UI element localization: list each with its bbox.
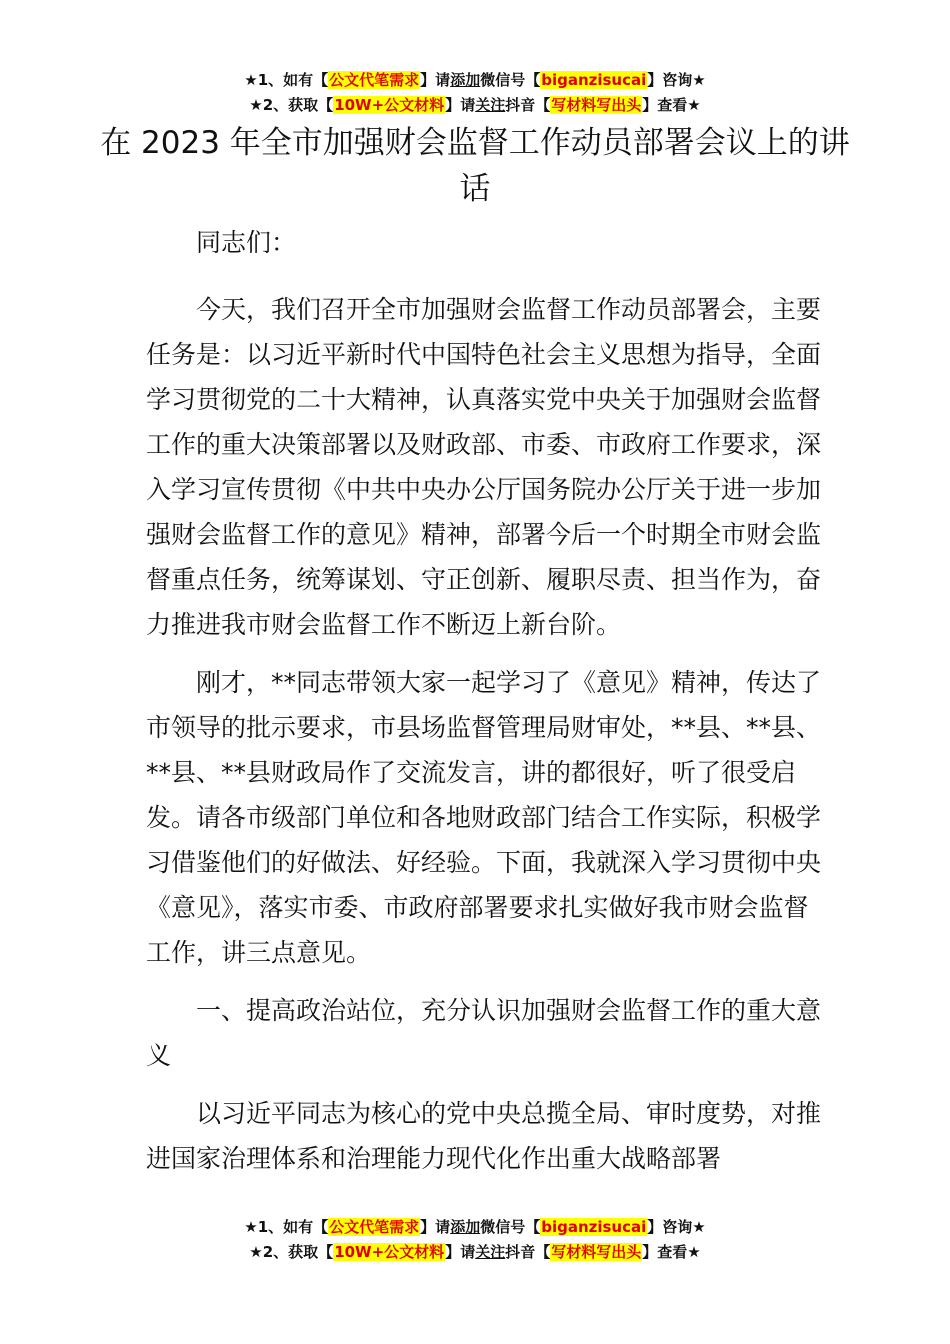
banner-underline: 添加: [450, 71, 481, 89]
banner-text: 】查看★: [642, 1243, 701, 1261]
banner-text: 】咨询★: [647, 71, 706, 89]
banner-text: 】请: [420, 71, 451, 89]
banner-text: 微信号【: [480, 71, 541, 89]
banner-underline: 关注: [475, 96, 506, 114]
banner-highlight: 写材料写出头: [551, 96, 642, 114]
banner-text: ★2、获取【: [249, 1243, 334, 1261]
bottom-banner: [0, 1215, 950, 1265]
banner-text: 】查看★: [642, 96, 701, 114]
top-banner: [0, 68, 950, 118]
banner-highlight: biganzisucai: [541, 1218, 647, 1236]
banner-line-2: [0, 1240, 950, 1265]
paragraph: 刚才，**同志带领大家一起学习了《意见》精神，传达了市领导的批示要求，市县场监督管理局财审处，**县、**县、**县、**县财政局作了交流发言，讲的都很好，听了很受启发。请各市级部门单位和各地财政部门结合工作实际，积极学习借鉴他们的好做法、好经验。下面，我就深入学习贯彻中央《意见》，落实市委、市政府部署要求扎实做好我市财会监督工作，讲三点意见。: [146, 668, 822, 967]
banner-text: 】咨询★: [647, 1218, 706, 1236]
banner-underline: 关注: [475, 1243, 506, 1261]
banner-text: 】请: [445, 1243, 476, 1261]
paragraph: 今天，我们召开全市加强财会监督工作动员部署会，主要任务是：以习近平新时代中国特色社会主义思想为指导，全面学习贯彻党的二十大精神，认真落实党中央关于加强财会监督工作的重大决策部署以及财政部、市委、市政府工作要求，深入学习宣传贯彻《中共中央办公厅国务院办公厅关于进一步加强财会监督工作的意见》精神，部署今后一个时期全市财会监督重点任务，统筹谋划、守正创新、履职尽责、担当作为，奋力推进我市财会监督工作不断迈上新台阶。: [146, 295, 822, 639]
banner-highlight: 10W+公文材料: [334, 96, 445, 114]
banner-text: 抖音【: [505, 1243, 551, 1261]
banner-text: 微信号【: [480, 1218, 541, 1236]
banner-highlight: 公文代笔需求: [329, 71, 420, 89]
banner-text: ★2、获取【: [249, 96, 334, 114]
banner-highlight: 公文代笔需求: [329, 1218, 420, 1236]
banner-text: ★1、如有【: [244, 1218, 329, 1236]
banner-line-1: [0, 1215, 950, 1240]
document-body: [146, 220, 822, 1194]
section-heading: 一、提高政治站位，充分认识加强财会监督工作的重大意义: [146, 996, 822, 1070]
banner-text: ★1、如有【: [244, 71, 329, 89]
banner-highlight: 写材料写出头: [551, 1243, 642, 1261]
banner-underline: 添加: [450, 1218, 481, 1236]
document-title: 在 2023 年全市加强财会监督工作动员部署会议上的讲话: [100, 125, 850, 207]
greeting: 同志们：: [196, 228, 297, 257]
banner-text: 】请: [445, 96, 476, 114]
banner-line-2: [0, 93, 950, 118]
banner-highlight: biganzisucai: [541, 71, 647, 89]
banner-text: 】请: [420, 1218, 451, 1236]
banner-line-1: [0, 68, 950, 93]
banner-text: 抖音【: [505, 96, 551, 114]
paragraph: 以习近平同志为核心的党中央总揽全局、审时度势，对推进国家治理体系和治理能力现代化作出重大战略部署: [146, 1099, 822, 1173]
banner-highlight: 10W+公文材料: [334, 1243, 445, 1261]
